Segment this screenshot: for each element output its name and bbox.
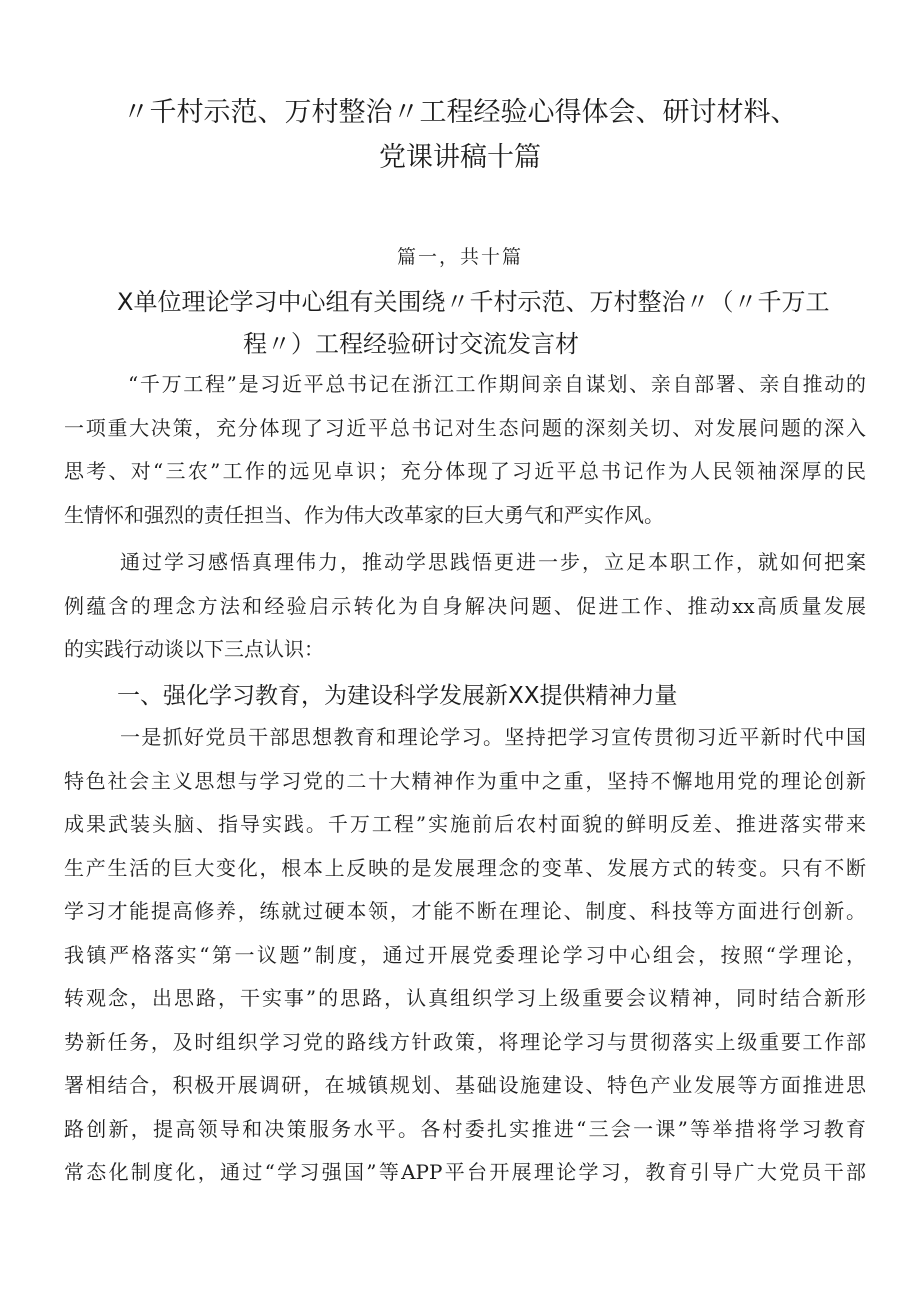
document-title-line-2: 党课讲稿十篇 bbox=[379, 142, 541, 173]
paragraph-line: 成果武装头脑、指导实践。千万工程”实施前后农村面貌的鲜明反差、推进落实带来 bbox=[64, 812, 866, 836]
paragraph-line: 特色社会主义思想与学习党的二十大精神作为重中之重，坚持不懈地用党的理论创新 bbox=[64, 768, 866, 793]
section-count-subtitle: 篇一，共十篇 bbox=[396, 246, 523, 268]
paragraph-line: 生情怀和强烈的责任担当、作为伟大改革家的巨大勇气和严实作风。 bbox=[64, 502, 664, 527]
paragraph-line: 路创新，提高领导和决策服务水平。各村委扎实推进“三会一课”等举措将学习教育 bbox=[64, 1116, 866, 1141]
article-title-line-2: 程〃）工程经验研讨交流发言材 bbox=[243, 330, 579, 358]
section-heading: 一、强化学习教育，为建设科学发展新XX提供精神力量 bbox=[117, 683, 678, 709]
paragraph-line: 一是抓好党员干部思想教育和理论学习。坚持把学习宣传贯彻习近平新时代中国 bbox=[120, 725, 866, 749]
paragraph-line: 思考、对“三农”工作的远见卓识；充分体现了习近平总书记作为人民领袖深厚的民 bbox=[64, 459, 866, 483]
paragraph-line: 例蕴含的理念方法和经验启示转化为自身解决问题、促进工作、推动xx高质量发展 bbox=[64, 593, 866, 618]
paragraph-line: 势新任务，及时组织学习党的路线方针政策，将理论学习与贯彻落实上级重要工作部 bbox=[64, 1029, 866, 1054]
paragraph-line: 学习才能提高修养，练就过硬本领，才能不断在理论、制度、科技等方面进行创新。 bbox=[64, 899, 866, 923]
paragraph-line: 的实践行动谈以下三点认识： bbox=[64, 637, 324, 661]
document-title-line-1: 〃千村示范、万村整治〃工程经验心得体会、研讨材料、 bbox=[122, 97, 798, 128]
paragraph-line: 转观念，出思路，干实事”的思路，认真组织学习上级重要会议精神，同时结合新形 bbox=[64, 986, 866, 1010]
paragraph-line: 通过学习感悟真理伟力，推动学思践悟更进一步，立足本职工作，就如何把案 bbox=[120, 550, 866, 574]
paragraph-2 bbox=[64, 541, 866, 672]
paragraph-line: 生产生活的巨大变化，根本上反映的是发展理念的变革、发展方式的转变。只有不断 bbox=[64, 855, 866, 880]
paragraph-line: 一项重大决策，充分体现了习近平总书记对生态问题的深刻关切、对发展问题的深入 bbox=[64, 415, 866, 440]
paragraph-line: 我镇严格落实“第一议题”制度，通过开展党委理论学习中心组会，按照“学理论， bbox=[64, 942, 866, 967]
paragraph-line: “千万工程”是习近平总书记在浙江工作期间亲自谋划、亲自部署、亲自推动的 bbox=[128, 372, 866, 396]
paragraph-1 bbox=[64, 363, 866, 537]
paragraph-line: 常态化制度化，通过“学习强国”等APP平台开展理论学习，教育引导广大党员干部 bbox=[64, 1160, 866, 1184]
paragraph-line: 署相结合，积极开展调研，在城镇规划、基础设施建设、特色产业发展等方面推进思 bbox=[64, 1073, 866, 1097]
section-paragraph bbox=[64, 716, 866, 1195]
article-title-line-1: X单位理论学习中心组有关围绕〃千村示范、万村整治〃（〃千万工 bbox=[117, 288, 830, 316]
